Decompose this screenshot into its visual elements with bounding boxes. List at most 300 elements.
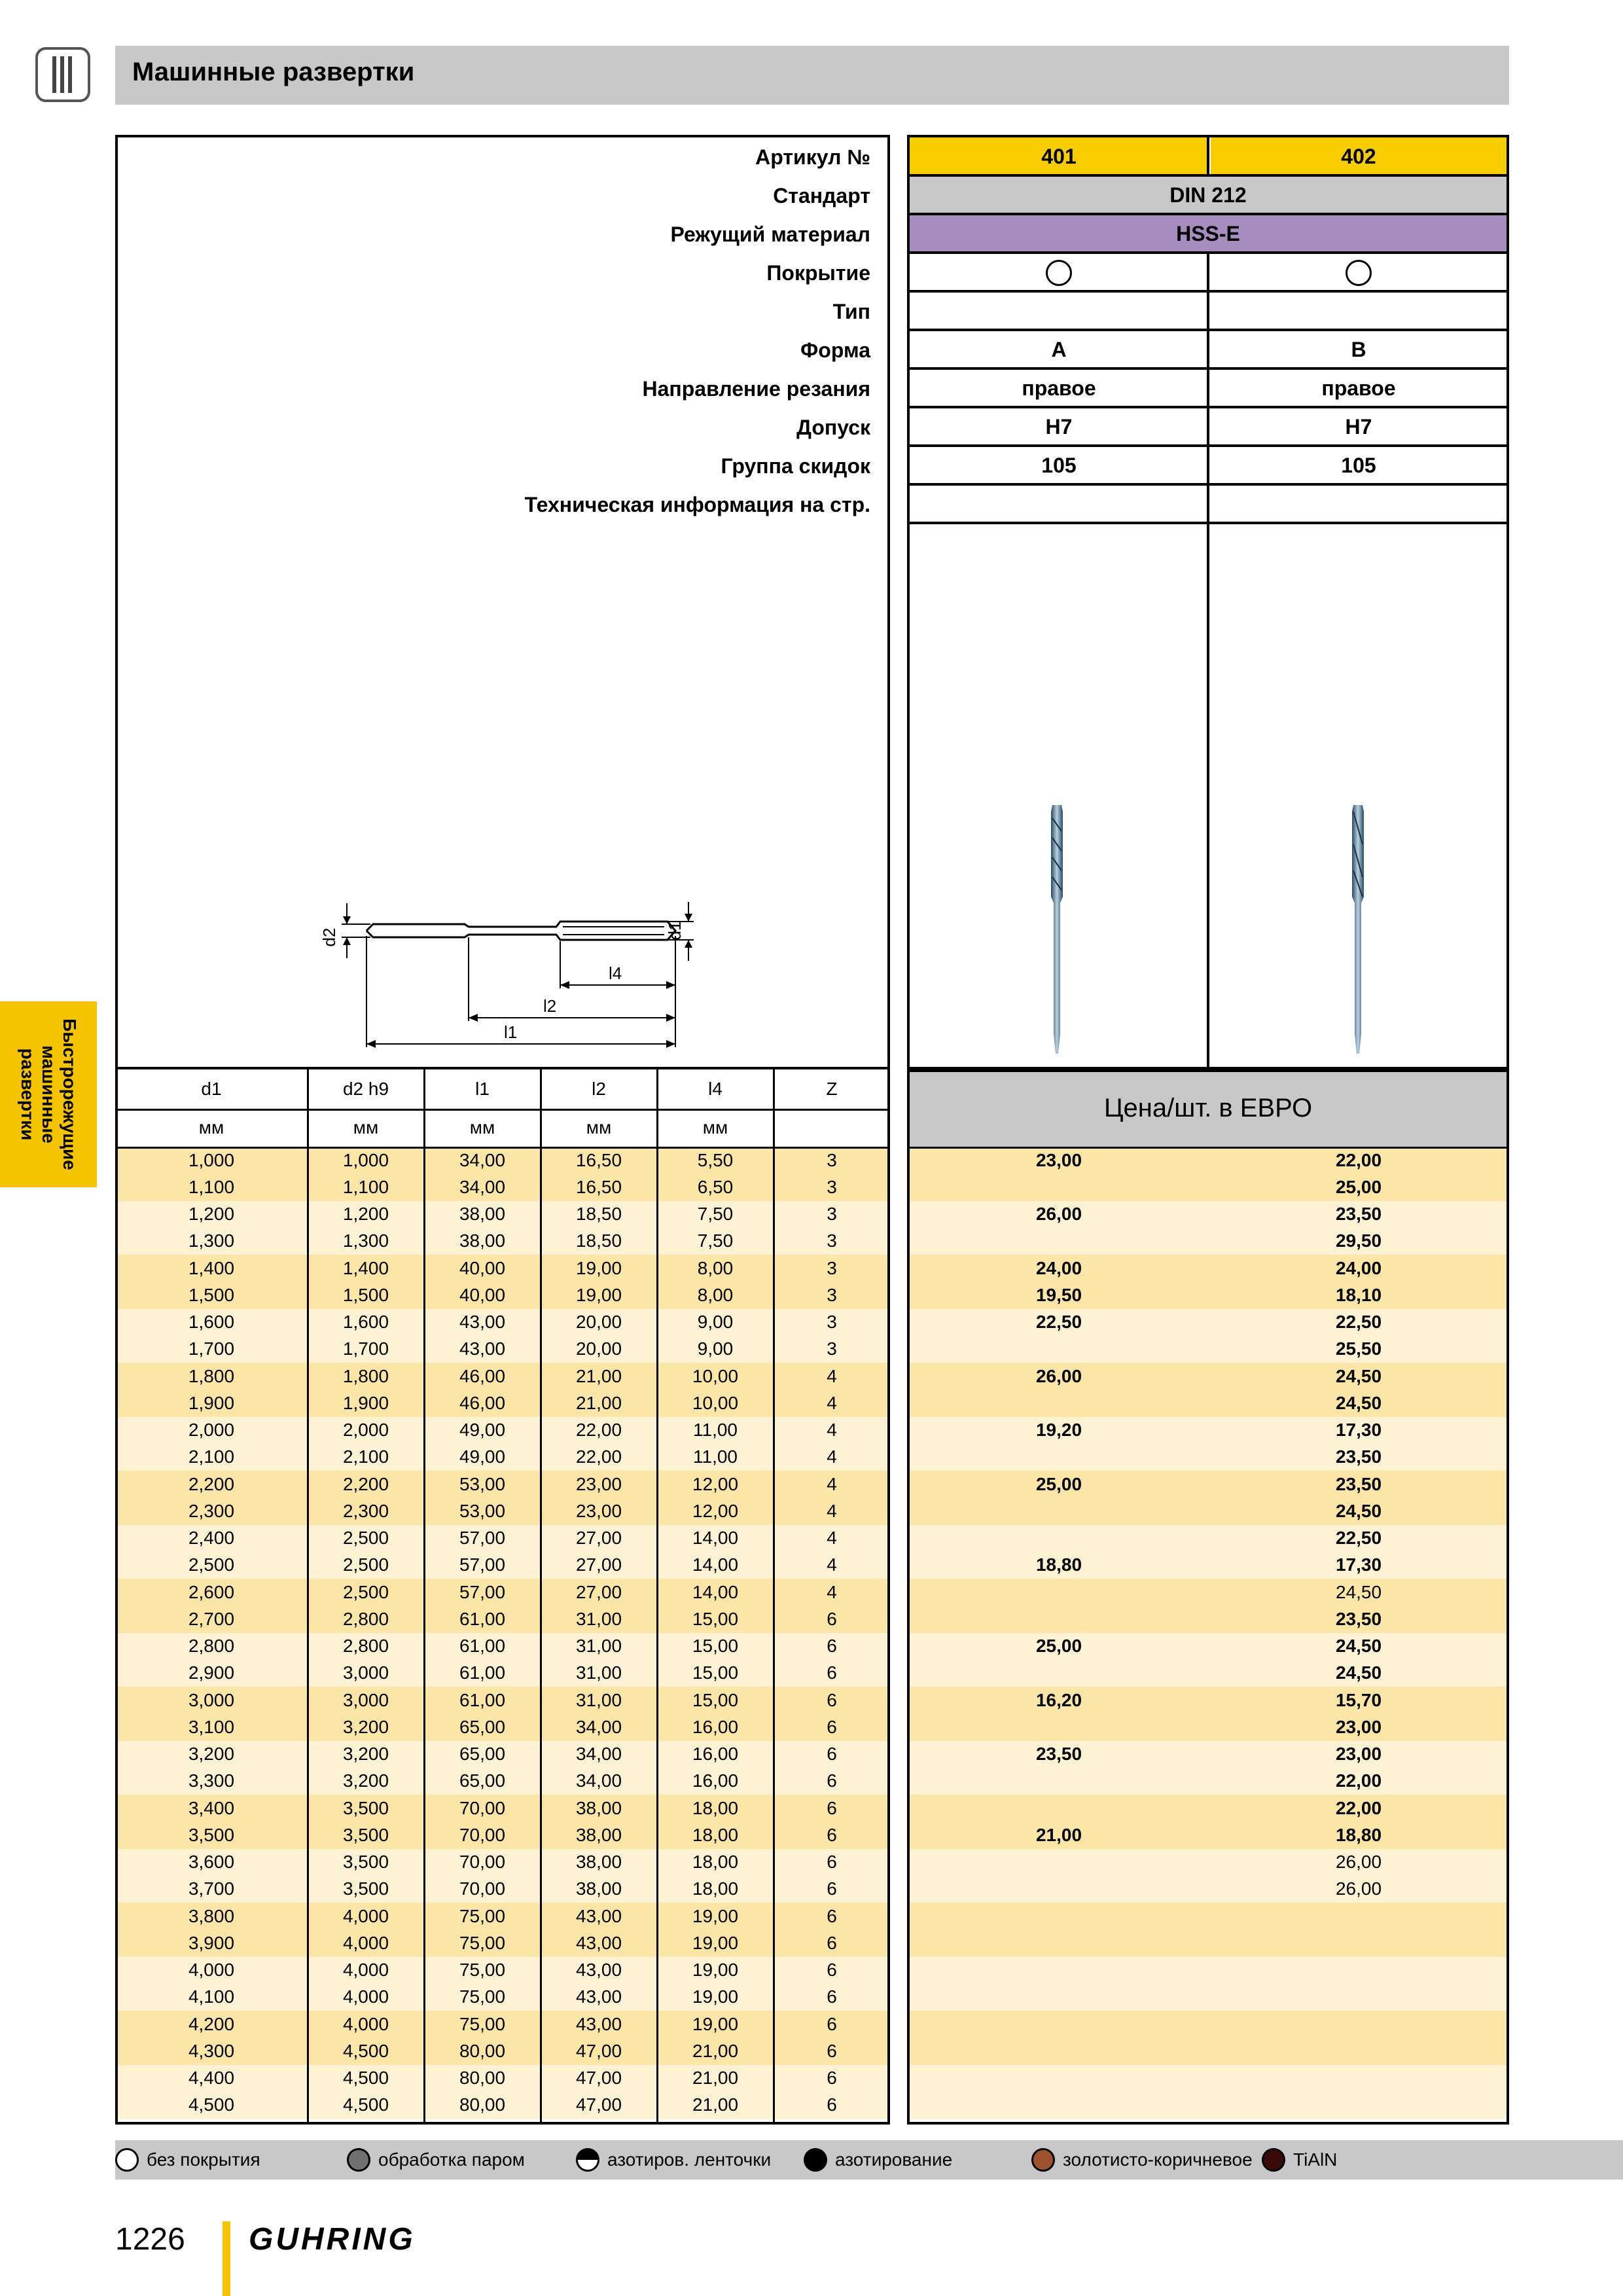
column-unit: мм xyxy=(702,1117,728,1138)
table-cell: 4,000 xyxy=(342,2013,389,2034)
table-cell: 31,00 xyxy=(575,1636,622,1657)
table-cell: 16,00 xyxy=(692,1770,739,1791)
price-402: 26,00 xyxy=(1335,1852,1382,1873)
table-cell: 43,00 xyxy=(575,2013,622,2034)
table-cell: 27,00 xyxy=(575,1554,622,1575)
table-cell: 20,00 xyxy=(575,1338,622,1359)
table-cell: 53,00 xyxy=(459,1500,506,1521)
table-cell: 9,00 xyxy=(697,1338,734,1359)
price-401 xyxy=(910,2065,1208,2092)
table-cell: 47,00 xyxy=(575,2094,622,2115)
article-402-number: 402 xyxy=(1211,137,1507,176)
black-circle-icon xyxy=(804,2148,827,2172)
table-cell: 57,00 xyxy=(459,1554,506,1575)
price-402: 22,50 xyxy=(1335,1312,1382,1333)
price-402: 24,50 xyxy=(1335,1636,1382,1657)
param-label: Форма xyxy=(800,338,870,362)
table-cell: 18,00 xyxy=(692,1824,739,1845)
article-401-form: A xyxy=(1051,338,1067,361)
price-401: 22,50 xyxy=(1035,1312,1082,1333)
column-header: l1 xyxy=(475,1079,490,1099)
table-cell: 61,00 xyxy=(459,1662,506,1683)
table-cell: 12,00 xyxy=(692,1473,739,1494)
table-cell: 6,50 xyxy=(697,1176,734,1197)
table-cell: 3 xyxy=(827,1312,837,1333)
table-cell: 21,00 xyxy=(575,1392,622,1413)
d2-label: d2 xyxy=(319,927,339,947)
table-cell: 34,00 xyxy=(459,1176,506,1197)
table-cell: 34,00 xyxy=(575,1770,622,1791)
d1-label: d1 xyxy=(665,921,685,941)
table-cell: 1,800 xyxy=(188,1365,235,1386)
price-401 xyxy=(910,1876,1208,1903)
price-402: 23,50 xyxy=(1335,1446,1382,1467)
table-cell: 21,00 xyxy=(692,2094,739,2115)
table-cell: 4 xyxy=(827,1446,837,1467)
table-cell: 3,900 xyxy=(188,1932,235,1953)
table-cell: 3,500 xyxy=(342,1878,389,1899)
table-cell: 6 xyxy=(827,1986,837,2007)
price-402: 23,50 xyxy=(1335,1608,1382,1629)
table-cell: 2,700 xyxy=(188,1608,235,1629)
table-cell: 27,00 xyxy=(575,1581,622,1602)
table-cell: 16,50 xyxy=(575,1149,622,1170)
table-cell: 6 xyxy=(827,1852,837,1873)
column-unit: мм xyxy=(469,1117,495,1138)
article-401-coating xyxy=(910,253,1208,292)
article-402-form: B xyxy=(1351,338,1366,361)
table-cell: 75,00 xyxy=(459,2013,506,2034)
table-cell: 9,00 xyxy=(697,1312,734,1333)
legend-label: TiAlN xyxy=(1293,2149,1338,2170)
table-cell: 3,200 xyxy=(342,1770,389,1791)
table-cell: 43,00 xyxy=(575,1905,622,1926)
table-cell: 70,00 xyxy=(459,1797,506,1818)
table-cell: 7,50 xyxy=(697,1204,734,1225)
table-cell: 3,300 xyxy=(188,1770,235,1791)
table-cell: 80,00 xyxy=(459,2040,506,2061)
price-401 xyxy=(910,1444,1208,1471)
table-cell: 49,00 xyxy=(459,1446,506,1467)
table-cell: 4,500 xyxy=(342,2068,389,2089)
price-402: 17,30 xyxy=(1335,1554,1382,1575)
table-cell: 4 xyxy=(827,1581,837,1602)
table-cell: 34,00 xyxy=(575,1744,622,1765)
price-401: 16,20 xyxy=(1035,1689,1082,1710)
table-cell: 1,600 xyxy=(188,1312,235,1333)
table-cell: 4 xyxy=(827,1365,837,1386)
table-cell: 49,00 xyxy=(459,1420,506,1441)
table-cell: 38,00 xyxy=(459,1230,506,1251)
table-cell: 1,000 xyxy=(342,1149,389,1170)
table-cell: 43,00 xyxy=(459,1338,506,1359)
grey-circle-icon xyxy=(347,2148,370,2172)
table-cell: 80,00 xyxy=(459,2068,506,2089)
table-cell: 4 xyxy=(827,1392,837,1413)
table-cell: 4,500 xyxy=(342,2040,389,2061)
table-cell: 2,500 xyxy=(342,1581,389,1602)
l1-label: l1 xyxy=(504,1022,518,1042)
table-cell: 19,00 xyxy=(692,1960,739,1981)
price-401 xyxy=(910,1605,1208,1632)
table-cell: 3,000 xyxy=(342,1662,389,1683)
column-header: d2 h9 xyxy=(342,1079,389,1099)
price-402 xyxy=(1211,1903,1507,1929)
table-cell: 2,200 xyxy=(342,1473,389,1494)
table-cell: 3,700 xyxy=(188,1878,235,1899)
table-cell: 2,300 xyxy=(342,1500,389,1521)
table-cell: 18,50 xyxy=(575,1230,622,1251)
table-cell: 15,00 xyxy=(692,1662,739,1683)
column-unit: мм xyxy=(198,1117,224,1138)
table-cell: 11,00 xyxy=(693,1420,738,1441)
table-cell: 6 xyxy=(827,1878,837,1899)
article-401-direction: правое xyxy=(1022,376,1096,400)
price-401: 18,80 xyxy=(1035,1554,1082,1575)
table-cell: 23,00 xyxy=(575,1500,622,1521)
table-cell: 4 xyxy=(827,1420,837,1441)
price-header: Цена/шт. в ЕВРО xyxy=(1103,1093,1313,1122)
table-cell: 6 xyxy=(827,1608,837,1629)
price-402: 22,00 xyxy=(1335,1797,1382,1818)
standard-value: DIN 212 xyxy=(910,176,1507,215)
table-cell: 3 xyxy=(827,1230,837,1251)
table-cell: 2,100 xyxy=(342,1446,389,1467)
table-cell: 2,500 xyxy=(188,1554,235,1575)
table-cell: 2,100 xyxy=(188,1446,235,1467)
table-cell: 3 xyxy=(827,1176,837,1197)
column-unit xyxy=(774,1109,890,1147)
price-401 xyxy=(910,1929,1208,1956)
price-401 xyxy=(910,1228,1208,1255)
table-cell: 15,00 xyxy=(692,1608,739,1629)
table-cell: 4,000 xyxy=(342,1932,389,1953)
param-label: Артикул № xyxy=(755,145,870,169)
table-cell: 7,50 xyxy=(697,1230,734,1251)
price-402 xyxy=(1211,2011,1507,2037)
table-cell: 8,00 xyxy=(697,1284,734,1305)
table-cell: 46,00 xyxy=(459,1365,506,1386)
footer-divider xyxy=(223,2221,230,2296)
price-401 xyxy=(910,1768,1208,1795)
table-cell: 5,50 xyxy=(697,1149,734,1170)
uncoated-circle-icon xyxy=(1346,260,1372,286)
table-cell: 6 xyxy=(827,1716,837,1737)
table-cell: 6 xyxy=(827,1824,837,1845)
table-cell: 2,500 xyxy=(342,1554,389,1575)
table-cell: 18,00 xyxy=(692,1878,739,1899)
table-cell: 3,800 xyxy=(188,1905,235,1926)
price-401 xyxy=(910,1660,1208,1687)
table-cell: 3,200 xyxy=(188,1744,235,1765)
price-402: 23,00 xyxy=(1335,1744,1382,1765)
table-cell: 1,700 xyxy=(188,1338,235,1359)
table-cell: 34,00 xyxy=(575,1716,622,1737)
table-cell: 70,00 xyxy=(459,1878,506,1899)
price-402: 15,70 xyxy=(1335,1689,1382,1710)
article-402-coating xyxy=(1211,253,1507,292)
table-cell: 1,100 xyxy=(342,1176,389,1197)
table-cell: 4,500 xyxy=(188,2094,235,2115)
table-cell: 4,000 xyxy=(342,1960,389,1981)
price-402: 24,50 xyxy=(1335,1662,1382,1683)
table-cell: 15,00 xyxy=(692,1689,739,1710)
table-cell: 47,00 xyxy=(575,2068,622,2089)
price-402: 22,50 xyxy=(1335,1528,1382,1549)
table-cell: 38,00 xyxy=(575,1852,622,1873)
table-cell: 6 xyxy=(827,1744,837,1765)
table-cell: 3,400 xyxy=(188,1797,235,1818)
price-401: 19,20 xyxy=(1035,1420,1082,1441)
table-cell: 6 xyxy=(827,2040,837,2061)
l2-label: l2 xyxy=(543,996,557,1016)
table-cell: 4,000 xyxy=(188,1960,235,1981)
price-401 xyxy=(910,1525,1208,1552)
table-cell: 18,50 xyxy=(575,1204,622,1225)
table-cell: 47,00 xyxy=(575,2040,622,2061)
table-cell: 3,000 xyxy=(342,1689,389,1710)
table-cell: 3,500 xyxy=(188,1824,235,1845)
table-cell: 61,00 xyxy=(459,1689,506,1710)
article-402-direction: правое xyxy=(1321,376,1396,400)
reamer-dimension-drawing xyxy=(301,890,707,1060)
price-402: 24,50 xyxy=(1335,1392,1382,1413)
table-cell: 1,200 xyxy=(188,1204,235,1225)
article-401-tolerance: H7 xyxy=(1045,415,1073,439)
table-cell: 1,200 xyxy=(342,1204,389,1225)
table-cell: 16,00 xyxy=(692,1716,739,1737)
table-cell: 1,600 xyxy=(342,1312,389,1333)
table-cell: 65,00 xyxy=(459,1744,506,1765)
table-cell: 27,00 xyxy=(575,1528,622,1549)
table-cell: 2,800 xyxy=(188,1636,235,1657)
price-401 xyxy=(910,1984,1208,2011)
table-cell: 2,800 xyxy=(342,1636,389,1657)
price-402: 24,50 xyxy=(1335,1500,1382,1521)
table-cell: 65,00 xyxy=(459,1770,506,1791)
legend-label: золотисто-коричневое xyxy=(1063,2149,1253,2170)
price-401 xyxy=(910,1713,1208,1740)
table-cell: 21,00 xyxy=(692,2040,739,2061)
table-cell: 20,00 xyxy=(575,1312,622,1333)
table-cell: 6 xyxy=(827,1905,837,1926)
price-401 xyxy=(910,1390,1208,1416)
param-label: Стандарт xyxy=(773,184,870,207)
table-cell: 18,00 xyxy=(692,1797,739,1818)
price-401: 21,00 xyxy=(1035,1824,1082,1845)
price-402: 22,00 xyxy=(1335,1149,1382,1170)
table-cell: 19,00 xyxy=(575,1284,622,1305)
price-402 xyxy=(1211,2092,1507,2119)
table-cell: 2,000 xyxy=(342,1420,389,1441)
table-cell: 6 xyxy=(827,1689,837,1710)
price-402: 23,50 xyxy=(1335,1473,1382,1494)
price-402: 25,50 xyxy=(1335,1338,1382,1359)
reamer-form-b-image xyxy=(1342,805,1374,1054)
reamer-form-a-image xyxy=(1041,805,1073,1054)
table-cell: 14,00 xyxy=(692,1554,739,1575)
price-401: 19,50 xyxy=(1035,1284,1082,1305)
table-cell: 23,00 xyxy=(575,1473,622,1494)
legend-label: обработка паром xyxy=(378,2149,525,2170)
table-cell: 6 xyxy=(827,1932,837,1953)
param-label: Допуск xyxy=(796,416,870,439)
param-label: Режущий материал xyxy=(670,223,870,246)
table-cell: 43,00 xyxy=(575,1932,622,1953)
table-cell: 19,00 xyxy=(692,1932,739,1953)
legend-label: азотиров. ленточки xyxy=(607,2149,772,2170)
table-cell: 3,600 xyxy=(188,1852,235,1873)
param-label: Тип xyxy=(832,300,870,323)
table-cell: 16,50 xyxy=(575,1176,622,1197)
table-cell: 10,00 xyxy=(692,1365,739,1386)
article-402-tolerance: H7 xyxy=(1345,415,1372,439)
table-cell: 1,900 xyxy=(342,1392,389,1413)
table-cell: 21,00 xyxy=(575,1365,622,1386)
uncoated-circle-icon xyxy=(1046,260,1072,286)
table-cell: 75,00 xyxy=(459,1986,506,2007)
article-401-number: 401 xyxy=(910,137,1208,176)
table-cell: 61,00 xyxy=(459,1636,506,1657)
table-cell: 53,00 xyxy=(459,1473,506,1494)
table-cell: 12,00 xyxy=(692,1500,739,1521)
price-402: 24,50 xyxy=(1335,1581,1382,1602)
table-cell: 38,00 xyxy=(575,1797,622,1818)
table-cell: 3,500 xyxy=(342,1852,389,1873)
table-cell: 31,00 xyxy=(575,1662,622,1683)
table-cell: 6 xyxy=(827,1662,837,1683)
table-cell: 3 xyxy=(827,1338,837,1359)
brown-circle-icon xyxy=(1031,2148,1055,2172)
price-401: 26,00 xyxy=(1035,1204,1082,1225)
table-cell: 61,00 xyxy=(459,1608,506,1629)
table-cell: 10,00 xyxy=(692,1392,739,1413)
table-cell: 31,00 xyxy=(575,1608,622,1629)
table-cell: 3 xyxy=(827,1149,837,1170)
table-cell: 1,500 xyxy=(188,1284,235,1305)
table-cell: 4 xyxy=(827,1500,837,1521)
price-401: 26,00 xyxy=(1035,1365,1082,1386)
price-401 xyxy=(910,2011,1208,2037)
table-cell: 2,400 xyxy=(188,1528,235,1549)
table-cell: 4,000 xyxy=(342,1986,389,2007)
table-cell: 3 xyxy=(827,1204,837,1225)
table-cell: 19,00 xyxy=(575,1257,622,1278)
table-cell: 40,00 xyxy=(459,1284,506,1305)
table-cell: 70,00 xyxy=(459,1852,506,1873)
table-cell: 14,00 xyxy=(692,1581,739,1602)
table-cell: 3,200 xyxy=(342,1716,389,1737)
l4-label: l4 xyxy=(609,963,622,983)
table-cell: 6 xyxy=(827,1960,837,1981)
price-401 xyxy=(910,1795,1208,1821)
param-label: Направление резания xyxy=(642,377,870,401)
table-cell: 2,600 xyxy=(188,1581,235,1602)
table-cell: 1,400 xyxy=(188,1257,235,1278)
table-cell: 57,00 xyxy=(459,1581,506,1602)
table-cell: 4,300 xyxy=(188,2040,235,2061)
param-label: Группа скидок xyxy=(721,454,870,478)
price-402: 18,10 xyxy=(1335,1284,1382,1305)
price-402: 24,50 xyxy=(1335,1365,1382,1386)
column-header: d1 xyxy=(201,1079,222,1099)
table-cell: 6 xyxy=(827,1797,837,1818)
price-402: 29,50 xyxy=(1335,1230,1382,1251)
table-cell: 8,00 xyxy=(697,1257,734,1278)
param-label: Техническая информация на стр. xyxy=(524,493,870,516)
price-401: 25,00 xyxy=(1035,1473,1082,1494)
price-401 xyxy=(910,1579,1208,1605)
legend-label: азотирование xyxy=(835,2149,953,2170)
param-label: Покрытие xyxy=(766,261,870,285)
price-402 xyxy=(1211,2065,1507,2092)
table-cell: 46,00 xyxy=(459,1392,506,1413)
table-cell: 80,00 xyxy=(459,2094,506,2115)
price-402 xyxy=(1211,1957,1507,1984)
empty-circle-icon xyxy=(115,2148,139,2172)
table-cell: 3,500 xyxy=(342,1797,389,1818)
table-cell: 1,400 xyxy=(342,1257,389,1278)
table-cell: 1,800 xyxy=(342,1365,389,1386)
price-402: 23,50 xyxy=(1335,1204,1382,1225)
table-cell: 3,500 xyxy=(342,1824,389,1845)
half-black-circle-icon xyxy=(576,2148,599,2172)
table-cell: 6 xyxy=(827,1770,837,1791)
table-cell: 2,000 xyxy=(188,1420,235,1441)
table-cell: 4 xyxy=(827,1528,837,1549)
table-cell: 34,00 xyxy=(459,1149,506,1170)
table-cell: 6 xyxy=(827,1636,837,1657)
price-401: 23,00 xyxy=(1035,1149,1082,1170)
table-cell: 43,00 xyxy=(459,1312,506,1333)
table-cell: 75,00 xyxy=(459,1905,506,1926)
table-cell: 3,000 xyxy=(188,1689,235,1710)
table-cell: 65,00 xyxy=(459,1716,506,1737)
table-cell: 38,00 xyxy=(459,1204,506,1225)
cutting-material-value: HSS-E xyxy=(910,215,1507,253)
table-cell: 4,400 xyxy=(188,2068,235,2089)
table-cell: 43,00 xyxy=(575,1960,622,1981)
table-cell: 4,000 xyxy=(342,1905,389,1926)
page-number: 1226 xyxy=(115,2222,185,2257)
table-cell: 57,00 xyxy=(459,1528,506,1549)
table-cell: 19,00 xyxy=(692,1905,739,1926)
table-cell: 3 xyxy=(827,1257,837,1278)
reamer-category-icon xyxy=(35,47,90,102)
price-401 xyxy=(910,1849,1208,1876)
price-401 xyxy=(910,1498,1208,1524)
table-cell: 38,00 xyxy=(575,1824,622,1845)
tialn-circle-icon xyxy=(1262,2148,1285,2172)
column-unit: мм xyxy=(586,1117,612,1138)
price-402: 18,80 xyxy=(1335,1824,1382,1845)
table-cell: 1,900 xyxy=(188,1392,235,1413)
column-header: Z xyxy=(826,1079,838,1099)
table-cell: 22,00 xyxy=(575,1420,622,1441)
table-cell: 1,700 xyxy=(342,1338,389,1359)
column-header: l2 xyxy=(592,1079,606,1099)
article-402-discount-group: 105 xyxy=(1341,454,1376,477)
price-401 xyxy=(910,2037,1208,2064)
table-cell: 6 xyxy=(827,2094,837,2115)
table-cell: 22,00 xyxy=(575,1446,622,1467)
column-header: l4 xyxy=(708,1079,722,1099)
table-cell: 4 xyxy=(827,1473,837,1494)
table-cell: 1,100 xyxy=(188,1176,235,1197)
table-cell: 70,00 xyxy=(459,1824,506,1845)
table-cell: 21,00 xyxy=(692,2068,739,2089)
table-cell: 2,300 xyxy=(188,1500,235,1521)
